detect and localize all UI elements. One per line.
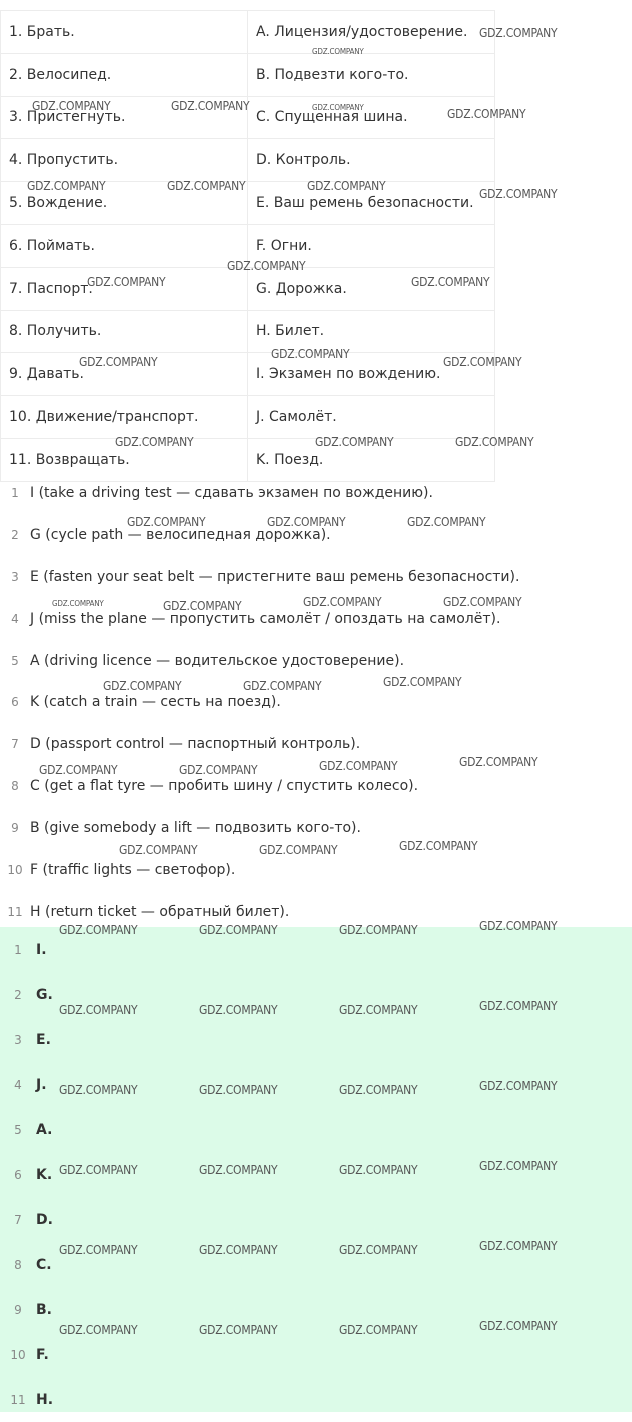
item-number: 4 [11, 611, 19, 626]
watermark: GDZ.COMPANY [339, 1083, 418, 1097]
table-cell-option: B. Подвезти кого-то. [248, 53, 495, 96]
list-item [0, 849, 632, 891]
answer-text: A (driving licence — водительское удостоверение). [30, 652, 405, 669]
watermark: GDZ.COMPANY [39, 763, 118, 777]
table-row [1, 139, 495, 182]
item-number: 6 [14, 1167, 22, 1182]
watermark: GDZ.COMPANY [52, 599, 104, 608]
answer-letter: D. [36, 1211, 53, 1228]
table-row [1, 182, 495, 225]
item-number: 1 [14, 942, 22, 957]
list-item [0, 472, 632, 514]
watermark: GDZ.COMPANY [59, 923, 138, 937]
answer-text: F (traffic lights — светофор). [30, 861, 236, 878]
watermark: GDZ.COMPANY [312, 103, 364, 112]
table-cell-option: C. Спущенная шина. [248, 96, 495, 139]
table-cell-option: I. Экзамен по вождению. [248, 353, 495, 396]
explained-answers-list [0, 472, 632, 933]
watermark: GDZ.COMPANY [59, 1083, 138, 1097]
watermark: GDZ.COMPANY [199, 1243, 278, 1257]
answer-letter: F. [36, 1346, 49, 1363]
list-item [0, 681, 632, 723]
list-item [0, 1242, 632, 1287]
list-item [0, 807, 632, 849]
watermark: GDZ.COMPANY [199, 1083, 278, 1097]
answer-text: D (passport control — паспортный контроль). [30, 736, 361, 753]
answer-text: B (give somebody a lift — подвозить кого-то). [30, 820, 361, 837]
answer-letter: K. [36, 1166, 53, 1183]
list-item [0, 556, 632, 598]
table-cell-option: G. Дорожка. [248, 267, 495, 310]
watermark: GDZ.COMPANY [383, 675, 462, 689]
table-cell-word: 10. Движение/транспорт. [1, 396, 248, 439]
watermark: GDZ.COMPANY [167, 179, 246, 193]
watermark: GDZ.COMPANY [79, 355, 158, 369]
item-number: 10 [10, 1347, 26, 1362]
watermark: GDZ.COMPANY [455, 435, 534, 449]
watermark: GDZ.COMPANY [59, 1243, 138, 1257]
list-item [0, 1017, 632, 1062]
watermark: GDZ.COMPANY [303, 595, 382, 609]
item-number: 5 [14, 1122, 22, 1137]
watermark: GDZ.COMPANY [443, 595, 522, 609]
answer-text: H (return ticket — обратный билет). [30, 903, 290, 920]
table-cell-word: 11. Возвращать. [1, 438, 248, 481]
watermark: GDZ.COMPANY [59, 1003, 138, 1017]
table-cell-word: 7. Паспорт. [1, 267, 248, 310]
list-item [0, 1062, 632, 1107]
watermark: GDZ.COMPANY [199, 923, 278, 937]
list-item [0, 598, 632, 640]
watermark: GDZ.COMPANY [259, 843, 338, 857]
list-item [0, 514, 632, 556]
table-cell-word: 9. Давать. [1, 353, 248, 396]
answer-text: C (get a flat tyre — пробить шину / спустить колесо). [30, 778, 419, 795]
watermark: GDZ.COMPANY [163, 599, 242, 613]
list-item [0, 1107, 632, 1152]
watermark: GDZ.COMPANY [59, 1323, 138, 1337]
answer-letter: E. [36, 1031, 51, 1048]
answer-text: E (fasten your seat belt — пристегните ваш ремень безопасности). [30, 568, 520, 585]
item-number: 7 [14, 1212, 22, 1227]
item-number: 5 [11, 653, 19, 668]
answer-letter: B. [36, 1301, 52, 1318]
table-cell-option: K. Поезд. [248, 438, 495, 481]
table-row [1, 267, 495, 310]
item-number: 4 [14, 1077, 22, 1092]
table-cell-word: 1. Брать. [1, 11, 248, 54]
watermark: GDZ.COMPANY [243, 679, 322, 693]
table-cell-option: D. Контроль. [248, 139, 495, 182]
watermark: GDZ.COMPANY [339, 1163, 418, 1177]
list-item [0, 972, 632, 1017]
watermark: GDZ.COMPANY [103, 679, 182, 693]
answer-letter: I. [36, 941, 47, 958]
answer-text: G (cycle path — велосипедная дорожка). [30, 526, 331, 543]
item-number: 8 [11, 779, 19, 794]
item-number: 2 [14, 987, 22, 1002]
watermark: GDZ.COMPANY [271, 347, 350, 361]
watermark: GDZ.COMPANY [443, 355, 522, 369]
table-row [1, 96, 495, 139]
table-row [1, 353, 495, 396]
table-cell-word: 8. Получить. [1, 310, 248, 353]
watermark: GDZ.COMPANY [312, 47, 364, 56]
list-item [0, 1197, 632, 1242]
answer-letter: G. [36, 986, 53, 1003]
watermark: GDZ.COMPANY [87, 275, 166, 289]
list-item [0, 1287, 632, 1332]
watermark: GDZ.COMPANY [339, 923, 418, 937]
item-number: 1 [11, 485, 19, 500]
item-number: 2 [11, 527, 19, 542]
answer-letter: C. [36, 1256, 52, 1273]
item-number: 11 [7, 904, 23, 919]
final-answers-block [0, 927, 632, 1412]
watermark: GDZ.COMPANY [447, 107, 526, 121]
list-item [0, 640, 632, 682]
list-item [0, 1332, 632, 1377]
item-number: 7 [11, 737, 19, 752]
watermark: GDZ.COMPANY [119, 843, 198, 857]
list-item [0, 723, 632, 765]
table-cell-option: F. Огни. [248, 224, 495, 267]
watermark: GDZ.COMPANY [171, 99, 250, 113]
watermark: GDZ.COMPANY [59, 1163, 138, 1177]
answer-letter: H. [36, 1391, 54, 1408]
watermark: GDZ.COMPANY [399, 839, 478, 853]
watermark: GDZ.COMPANY [199, 1003, 278, 1017]
watermark: GDZ.COMPANY [479, 1319, 558, 1333]
watermark: GDZ.COMPANY [307, 179, 386, 193]
table-row [1, 396, 495, 439]
watermark: GDZ.COMPANY [339, 1243, 418, 1257]
watermark: GDZ.COMPANY [32, 99, 111, 113]
table-cell-option: H. Билет. [248, 310, 495, 353]
watermark: GDZ.COMPANY [315, 435, 394, 449]
watermark: GDZ.COMPANY [339, 1003, 418, 1017]
table-cell-word: 2. Велосипед. [1, 53, 248, 96]
watermark: GDZ.COMPANY [459, 755, 538, 769]
table-cell-option: J. Самолёт. [248, 396, 495, 439]
watermark: GDZ.COMPANY [407, 515, 486, 529]
table-cell-word: 6. Поймать. [1, 224, 248, 267]
item-number: 8 [14, 1257, 22, 1272]
list-item [0, 927, 632, 972]
answer-letter: J. [36, 1076, 47, 1093]
list-item [0, 765, 632, 807]
watermark: GDZ.COMPANY [479, 919, 558, 933]
answer-letter: A. [36, 1121, 53, 1138]
table-row [1, 310, 495, 353]
answer-text: I (take a driving test — сдавать экзамен по вождению). [30, 484, 433, 501]
table-cell-word: 4. Пропустить. [1, 139, 248, 182]
table-cell-option: E. Ваш ремень безопасности. [248, 182, 495, 225]
answer-text: K (catch a train — сесть на поезд). [30, 694, 281, 711]
item-number: 3 [11, 569, 19, 584]
list-item [0, 1377, 632, 1422]
watermark: GDZ.COMPANY [479, 1159, 558, 1173]
watermark: GDZ.COMPANY [227, 259, 306, 273]
item-number: 6 [11, 695, 19, 710]
item-number: 11 [10, 1392, 26, 1407]
watermark: GDZ.COMPANY [319, 759, 398, 773]
watermark: GDZ.COMPANY [479, 187, 558, 201]
table-cell-word: 3. Пристегнуть. [1, 96, 248, 139]
watermark: GDZ.COMPANY [411, 275, 490, 289]
table-cell-word: 5. Вождение. [1, 182, 248, 225]
watermark: GDZ.COMPANY [199, 1163, 278, 1177]
table-cell-option: A. Лицензия/удостоверение. [248, 11, 495, 54]
watermark: GDZ.COMPANY [479, 26, 558, 40]
watermark: GDZ.COMPANY [179, 763, 258, 777]
table-row [1, 11, 495, 54]
list-item [0, 1152, 632, 1197]
item-number: 10 [7, 862, 23, 877]
watermark: GDZ.COMPANY [127, 515, 206, 529]
watermark: GDZ.COMPANY [479, 1239, 558, 1253]
watermark: GDZ.COMPANY [199, 1323, 278, 1337]
item-number: 9 [14, 1302, 22, 1317]
watermark: GDZ.COMPANY [479, 999, 558, 1013]
watermark: GDZ.COMPANY [27, 179, 106, 193]
watermark: GDZ.COMPANY [267, 515, 346, 529]
watermark: GDZ.COMPANY [479, 1079, 558, 1093]
item-number: 3 [14, 1032, 22, 1047]
answer-text: J (miss the plane — пропустить самолёт / опоздать на самолёт). [30, 610, 501, 627]
matching-table [0, 10, 495, 482]
item-number: 9 [11, 821, 19, 836]
table-row [1, 53, 495, 96]
table-row [1, 224, 495, 267]
watermark: GDZ.COMPANY [115, 435, 194, 449]
watermark: GDZ.COMPANY [339, 1323, 418, 1337]
